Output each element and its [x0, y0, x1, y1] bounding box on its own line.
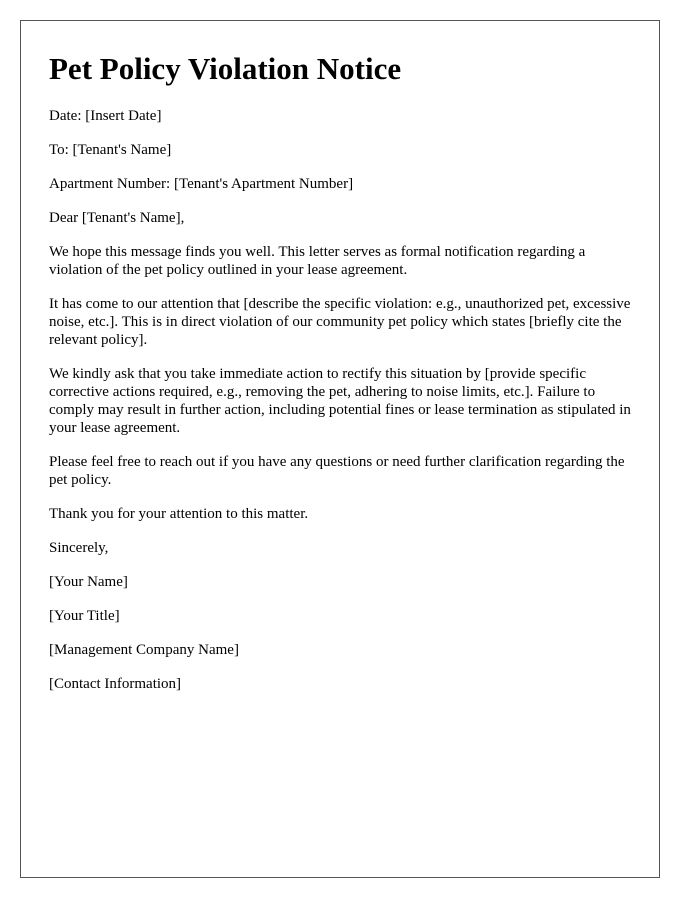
- closing: Sincerely,: [49, 540, 109, 556]
- letter-page: [20, 20, 660, 878]
- signature-contact: [Contact Information]: [49, 676, 182, 692]
- body-paragraph-thanks: Thank you for your attention to this matter.: [49, 506, 309, 522]
- signature-company: [Management Company Name]: [49, 642, 239, 658]
- body-paragraph-violation: It has come to our attention that [describe the specific violation: e.g., unauthorized pet, excessive noise, etc.]. This is in direct violation of our community pet policy which states [briefly cite the relevant policy].: [49, 296, 631, 348]
- apartment-line: Apartment Number: [Tenant's Apartment Number]: [49, 176, 354, 192]
- recipient-line: To: [Tenant's Name]: [49, 142, 172, 158]
- body-paragraph-contact: Please feel free to reach out if you have any questions or need further clarification regarding the pet policy.: [49, 454, 625, 488]
- signature-title: [Your Title]: [49, 608, 120, 624]
- date-line: Date: [Insert Date]: [49, 108, 162, 124]
- body-paragraph-intro: We hope this message finds you well. This letter serves as formal notification regarding a violation of the pet policy outlined in your lease agreement.: [49, 244, 586, 278]
- signature-name: [Your Name]: [49, 574, 128, 590]
- letter-title: Pet Policy Violation Notice: [49, 51, 402, 86]
- body-paragraph-action: We kindly ask that you take immediate action to rectify this situation by [provide specific corrective actions required, e.g., removing the pet, adhering to noise limits, etc.]. Failure to comply may result in further action, including potential fines or lease termination as stipulated in your lease agreement.: [49, 366, 631, 436]
- salutation: Dear [Tenant's Name],: [49, 210, 185, 226]
- letter-content: [49, 51, 635, 709]
